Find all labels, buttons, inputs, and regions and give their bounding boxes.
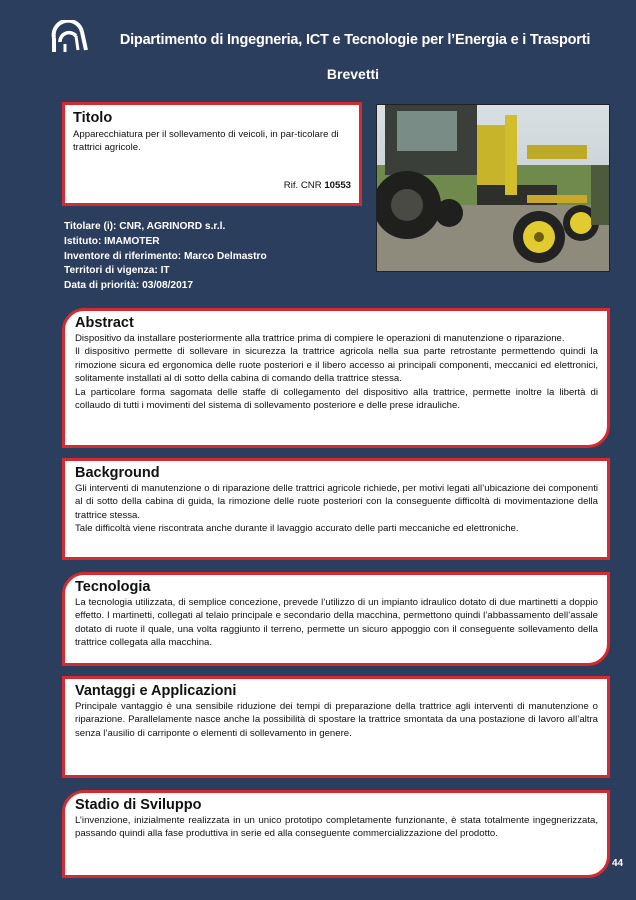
abstract-p2: Il dispositivo permette di sollevare in sicurezza la trattrice agricola nella sua parte retrostante permettendo quindi la rimozione sicura ed ergonomica delle ruote posteriori e il libero accesso ai principali componenti, meccanici ed elettronici, solitamente installati al di sotto della cabina di comando della trattrice stessa. bbox=[75, 346, 598, 385]
abstract-p3: La particolare forma sagomata delle staffe di collegamento del dispositivo alla trattrice, permette inoltre la libertà di collaudo di tutti i movimenti del sistema di sollevamento posteriore e delle prese idrauliche. bbox=[75, 386, 598, 412]
abstract-box bbox=[62, 308, 610, 448]
stadio-p1: L’invenzione, inizialmente realizzata in un unico prototipo completamente funzionante, è stata totalmente ingegnerizzata, passando quindi alla fase produttiva in serie ed alla conseguente commercializzazione del prodotto. bbox=[75, 815, 598, 840]
abstract-heading: Abstract bbox=[75, 315, 134, 331]
stadio-heading: Stadio di Sviluppo bbox=[75, 797, 202, 813]
page-number: 44 bbox=[612, 858, 624, 869]
rif-number: 10553 bbox=[324, 180, 351, 191]
tractor-photo bbox=[376, 104, 610, 272]
vantaggi-heading: Vantaggi e Applicazioni bbox=[75, 683, 237, 699]
titolare: Titolare (i): CNR, AGRINORD s.r.l. bbox=[64, 221, 226, 232]
stadio-box bbox=[62, 790, 610, 878]
data-priorita: Data di priorità: 03/08/2017 bbox=[64, 280, 194, 292]
titolo-text: Apparecchiatura per il sollevamento di veicoli, in par-ticolare di trattrici agricole. bbox=[73, 129, 339, 154]
tecnologia-box bbox=[62, 572, 610, 666]
background-p2: Tale difficoltà viene riscontrata anche durante il lavaggio accurato delle parti meccaniche ed elettroniche. bbox=[75, 523, 519, 535]
rif-label: Rif. CNR bbox=[283, 180, 322, 191]
inventore: Inventore di riferimento: Marco Delmastro bbox=[64, 250, 267, 262]
patent-meta bbox=[64, 220, 267, 294]
titolo-heading: Titolo bbox=[73, 110, 113, 126]
istituto: Istituto: IMAMOTER bbox=[64, 235, 160, 247]
department-title: Dipartimento di Ingegneria, ICT e Tecnologie per l’Energia e i Trasporti bbox=[119, 32, 591, 48]
vantaggi-p1: Principale vantaggio è una sensibile riduzione dei tempi di preparazione della trattrice agli interventi di manutenzione o riparazione. Parallelamente nasce anche la possibilità di spostare la trattrice smontata da una postazione di lavoro all’altra senza l’ausilio di carriponte o elementi di sollevamento in genere. bbox=[75, 701, 598, 739]
vantaggi-box bbox=[62, 676, 610, 778]
abstract-p1: Dispositivo da installare posteriormente alla trattrice prima di compiere le operazioni di manutenzione o riparazione. bbox=[75, 333, 565, 344]
section-title: Brevetti bbox=[326, 66, 380, 82]
background-p1: Gli interventi di manutenzione o di riparazione delle trattrici agricole richiede, per motivi legati all’ubicazione dei componenti al di sotto della cabina di guida, la rimozione delle ruote posteriori con la conseguente difficoltà di movimentazione della trattrice stessa. bbox=[75, 483, 598, 521]
cnr-logo bbox=[48, 20, 90, 56]
tecnologia-heading: Tecnologia bbox=[75, 579, 151, 595]
titolo-box bbox=[62, 102, 362, 206]
tecnologia-p1: La tecnologia utilizzata, di semplice concezione, prevede l’utilizzo di un impianto idraulico dotato di due martinetti a doppio effetto. I martinetti, collegati al telaio principale e secondario della macchina, permettono quindi l’abbassamento dell’assale dotato di ruote il quale, una volta raggiunto il terreno, permette un sicuro appoggio con il conseguente sollevamento della trattrice collegata alla macchina. bbox=[75, 597, 598, 649]
rif-cnr bbox=[284, 180, 351, 191]
territori: Territori di vigenza: IT bbox=[64, 265, 170, 277]
background-heading: Background bbox=[75, 465, 160, 481]
background-box bbox=[62, 458, 610, 560]
